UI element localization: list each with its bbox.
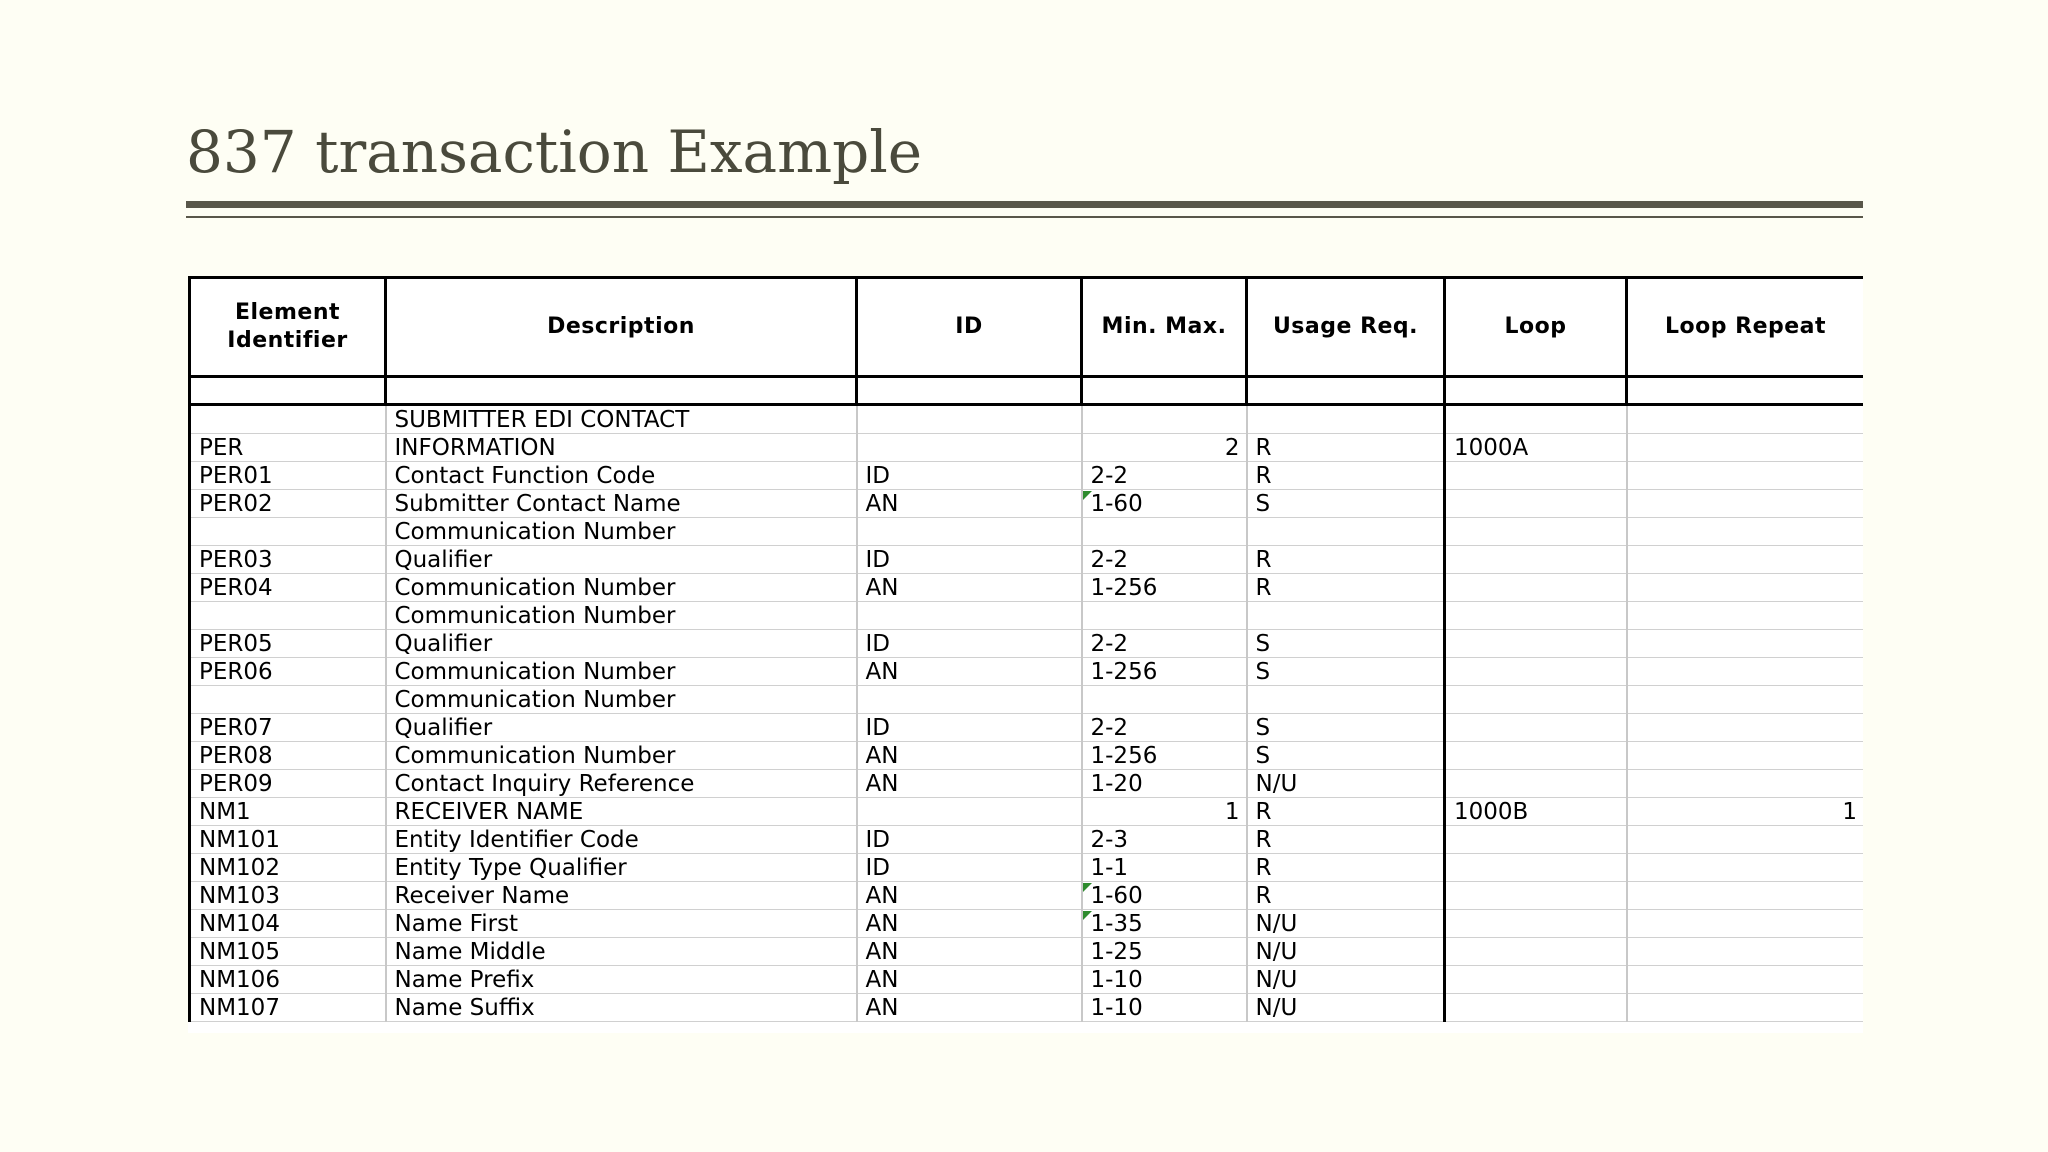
cell-text: AN: [865, 883, 899, 909]
cell-loop-repeat: [1627, 574, 1864, 602]
cell-min-max: [1082, 742, 1247, 770]
cell-usage-req: [1247, 405, 1445, 434]
cell-text: Entity Identifier Code: [394, 827, 639, 853]
cell-text: Contact Inquiry Reference: [394, 771, 695, 797]
cell-loop-repeat: [1627, 882, 1864, 910]
cell-text: AN: [865, 743, 899, 769]
cell-element-identifier: [190, 490, 386, 518]
cell-usage-req: [1247, 658, 1445, 686]
cell-text: N/U: [1255, 995, 1298, 1021]
cell-usage-req: [1247, 518, 1445, 546]
cell-text: Qualifier: [394, 547, 493, 573]
cell-loop-repeat: [1627, 994, 1864, 1022]
cell-text: AN: [865, 771, 899, 797]
cell-loop: [1445, 994, 1627, 1022]
cell-description: [386, 658, 857, 686]
header-usage-req: Usage Req.: [1247, 278, 1445, 377]
cell-id: [857, 686, 1082, 714]
cell-loop: [1445, 714, 1627, 742]
table-row: [190, 770, 1864, 798]
cell-usage-req: [1247, 630, 1445, 658]
cell-element-identifier: [190, 630, 386, 658]
cell-loop-repeat: [1627, 798, 1864, 826]
table-body: [190, 405, 1864, 1022]
cell-element-identifier: [190, 518, 386, 546]
cell-loop-repeat: [1627, 518, 1864, 546]
cell-loop-repeat: [1627, 714, 1864, 742]
cell-loop: [1445, 518, 1627, 546]
cell-description: [386, 742, 857, 770]
cell-id: [857, 546, 1082, 574]
cell-loop-repeat: [1627, 405, 1864, 434]
cell-loop: [1445, 742, 1627, 770]
cell-element-identifier: [190, 405, 386, 434]
cell-element-identifier: [190, 742, 386, 770]
cell-min-max: [1082, 770, 1247, 798]
cell-text: Entity Type Qualifier: [394, 855, 627, 881]
cell-loop-repeat: [1627, 966, 1864, 994]
cell-usage-req: [1247, 462, 1445, 490]
cell-text: 1-256: [1090, 743, 1158, 769]
cell-usage-req: [1247, 854, 1445, 882]
cell-description: [386, 826, 857, 854]
header-element-identifier: Element Identifier: [190, 278, 386, 377]
cell-id: [857, 742, 1082, 770]
cell-usage-req: [1247, 574, 1445, 602]
cell-min-max: [1082, 490, 1247, 518]
cell-loop: [1445, 854, 1627, 882]
cell-description: [386, 938, 857, 966]
cell-element-identifier: [190, 966, 386, 994]
cell-text: 1-60: [1090, 491, 1143, 517]
cell-min-max: [1082, 574, 1247, 602]
cell-usage-req: [1247, 602, 1445, 630]
cell-id: [857, 462, 1082, 490]
cell-element-identifier: [190, 770, 386, 798]
cell-id: [857, 798, 1082, 826]
cell-loop: [1445, 770, 1627, 798]
table-row: [190, 630, 1864, 658]
cell-loop-repeat: [1627, 462, 1864, 490]
cell-text: Name Suffix: [394, 995, 535, 1021]
cell-min-max: [1082, 910, 1247, 938]
cell-text: N/U: [1255, 771, 1298, 797]
table-row: [190, 546, 1864, 574]
cell-description: [386, 602, 857, 630]
cell-id: [857, 574, 1082, 602]
header-id: ID: [857, 278, 1082, 377]
cell-text: S: [1255, 491, 1271, 517]
cell-loop-repeat: [1627, 742, 1864, 770]
cell-text: NM105: [199, 939, 280, 965]
cell-text: NM104: [199, 911, 280, 937]
cell-text: Qualifier: [394, 715, 493, 741]
cell-text: Name Middle: [394, 939, 546, 965]
cell-text: R: [1255, 855, 1272, 881]
table-row: [190, 602, 1864, 630]
cell-loop-repeat: [1627, 826, 1864, 854]
cell-element-identifier: [190, 714, 386, 742]
cell-min-max: [1082, 462, 1247, 490]
cell-usage-req: [1247, 434, 1445, 462]
cell-description: [386, 518, 857, 546]
cell-text: 2-2: [1090, 715, 1129, 741]
cell-element-identifier: [190, 658, 386, 686]
cell-text: 2-3: [1090, 827, 1129, 853]
table-row: [190, 882, 1864, 910]
cell-text: Name Prefix: [394, 967, 535, 993]
cell-id: [857, 405, 1082, 434]
cell-description: [386, 910, 857, 938]
cell-text: 1-10: [1090, 967, 1143, 993]
table-row: [190, 798, 1864, 826]
cell-min-max: [1082, 798, 1247, 826]
header-description: Description: [386, 278, 857, 377]
cell-id: [857, 994, 1082, 1022]
cell-loop-repeat: [1627, 658, 1864, 686]
cell-usage-req: [1247, 994, 1445, 1022]
cell-description: [386, 686, 857, 714]
cell-loop-repeat: [1627, 602, 1864, 630]
table-row: [190, 994, 1864, 1022]
cell-text: PER06: [199, 659, 273, 685]
cell-text: NM106: [199, 967, 280, 993]
table-row: [190, 462, 1864, 490]
cell-usage-req: [1247, 826, 1445, 854]
cell-id: [857, 518, 1082, 546]
cell-loop: [1445, 434, 1627, 462]
cell-text: Communication Number: [394, 575, 676, 601]
table-row: [190, 938, 1864, 966]
table-row: [190, 686, 1864, 714]
cell-text: PER03: [199, 547, 273, 573]
cell-min-max: [1082, 826, 1247, 854]
cell-text: 2-2: [1090, 463, 1129, 489]
cell-text: ID: [865, 715, 890, 741]
cell-element-identifier: [190, 854, 386, 882]
cell-id: [857, 714, 1082, 742]
cell-text: PER02: [199, 491, 273, 517]
cell-text: N/U: [1255, 911, 1298, 937]
cell-description: [386, 994, 857, 1022]
cell-text: AN: [865, 995, 899, 1021]
header-row: [190, 278, 1864, 377]
cell-text: 1-35: [1090, 911, 1143, 937]
cell-element-identifier: [190, 994, 386, 1022]
cell-description: [386, 770, 857, 798]
cell-usage-req: [1247, 546, 1445, 574]
title-underline-thin: [186, 216, 1863, 218]
cell-text: Receiver Name: [394, 883, 570, 909]
cell-element-identifier: [190, 434, 386, 462]
cell-id: [857, 490, 1082, 518]
cell-description: [386, 854, 857, 882]
cell-id: [857, 826, 1082, 854]
cell-loop: [1445, 546, 1627, 574]
cell-text: N/U: [1255, 967, 1298, 993]
cell-text: N/U: [1255, 939, 1298, 965]
table-row: [190, 854, 1864, 882]
cell-text: Submitter Contact Name: [394, 491, 681, 517]
cell-element-identifier: [190, 602, 386, 630]
cell-loop: [1445, 798, 1627, 826]
cell-usage-req: [1247, 938, 1445, 966]
cell-text: AN: [865, 967, 899, 993]
cell-text: 1-256: [1090, 575, 1158, 601]
cell-min-max: [1082, 405, 1247, 434]
cell-id: [857, 630, 1082, 658]
cell-element-identifier: [190, 546, 386, 574]
cell-text: 1-25: [1090, 939, 1143, 965]
cell-usage-req: [1247, 490, 1445, 518]
cell-id: [857, 602, 1082, 630]
cell-usage-req: [1247, 686, 1445, 714]
cell-loop-repeat: [1627, 686, 1864, 714]
cell-text: S: [1255, 743, 1271, 769]
cell-text: Communication Number: [394, 743, 676, 769]
cell-text: NM102: [199, 855, 280, 881]
cell-text: NM1: [199, 799, 251, 825]
cell-description: [386, 882, 857, 910]
cell-text: R: [1255, 883, 1272, 909]
table-row: [190, 826, 1864, 854]
cell-text: 1-10: [1090, 995, 1143, 1021]
cell-text: 2-2: [1090, 631, 1129, 657]
cell-text: RECEIVER NAME: [394, 799, 584, 825]
cell-usage-req: [1247, 966, 1445, 994]
cell-text: NM107: [199, 995, 280, 1021]
cell-text: 2: [1224, 435, 1240, 461]
table-row: [190, 574, 1864, 602]
table-row: [190, 434, 1864, 462]
cell-text: S: [1255, 631, 1271, 657]
blank-separator-row: [190, 377, 1864, 405]
cell-description: [386, 574, 857, 602]
cell-min-max: [1082, 966, 1247, 994]
cell-min-max: [1082, 882, 1247, 910]
cell-description: [386, 462, 857, 490]
table-row: [190, 658, 1864, 686]
cell-text: ID: [865, 547, 890, 573]
cell-id: [857, 882, 1082, 910]
cell-description: [386, 434, 857, 462]
cell-loop-repeat: [1627, 630, 1864, 658]
cell-loop-repeat: [1627, 490, 1864, 518]
cell-element-identifier: [190, 462, 386, 490]
cell-text: ID: [865, 631, 890, 657]
cell-usage-req: [1247, 770, 1445, 798]
cell-loop: [1445, 462, 1627, 490]
cell-element-identifier: [190, 798, 386, 826]
table-row: [190, 490, 1864, 518]
cell-text: AN: [865, 491, 899, 517]
cell-id: [857, 910, 1082, 938]
cell-element-identifier: [190, 938, 386, 966]
cell-loop: [1445, 826, 1627, 854]
table-row: [190, 405, 1864, 434]
cell-text: 1000B: [1454, 799, 1529, 825]
cell-text: NM101: [199, 827, 280, 853]
cell-loop-repeat: [1627, 854, 1864, 882]
cell-min-max: [1082, 602, 1247, 630]
cell-min-max: [1082, 686, 1247, 714]
cell-id: [857, 854, 1082, 882]
slide-title: 837 transaction Example: [186, 118, 923, 186]
cell-usage-req: [1247, 882, 1445, 910]
cell-description: [386, 798, 857, 826]
header-loop: Loop: [1445, 278, 1627, 377]
cell-text: NM103: [199, 883, 280, 909]
cell-text: PER: [199, 435, 244, 461]
header-min-max: Min. Max.: [1082, 278, 1247, 377]
title-underline-thick: [186, 201, 1863, 208]
cell-text: Communication Number: [394, 659, 676, 685]
table-row: [190, 966, 1864, 994]
cell-id: [857, 966, 1082, 994]
cell-min-max: [1082, 658, 1247, 686]
cell-loop-repeat: [1627, 910, 1864, 938]
cell-id: [857, 938, 1082, 966]
table-row: [190, 518, 1864, 546]
cell-text: 1-60: [1090, 883, 1143, 909]
cell-loop: [1445, 490, 1627, 518]
cell-text: SUBMITTER EDI CONTACT: [394, 407, 690, 433]
table-row: [190, 742, 1864, 770]
cell-loop: [1445, 658, 1627, 686]
cell-text: PER05: [199, 631, 273, 657]
cell-text: R: [1255, 435, 1272, 461]
cell-min-max: [1082, 938, 1247, 966]
cell-text: PER04: [199, 575, 273, 601]
cell-text: S: [1255, 659, 1271, 685]
header-loop-repeat: Loop Repeat: [1627, 278, 1864, 377]
cell-description: [386, 630, 857, 658]
cell-min-max: [1082, 518, 1247, 546]
cell-text: Communication Number: [394, 519, 676, 545]
cell-description: [386, 405, 857, 434]
cell-usage-req: [1247, 714, 1445, 742]
cell-element-identifier: [190, 882, 386, 910]
cell-text: Name First: [394, 911, 519, 937]
cell-text: 1-256: [1090, 659, 1158, 685]
cell-text: AN: [865, 939, 899, 965]
cell-text: Communication Number: [394, 603, 676, 629]
cell-loop: [1445, 602, 1627, 630]
cell-text: Contact Function Code: [394, 463, 656, 489]
cell-text: R: [1255, 463, 1272, 489]
cell-min-max: [1082, 630, 1247, 658]
cell-loop: [1445, 630, 1627, 658]
cell-text: 1000A: [1454, 435, 1529, 461]
cell-loop-repeat: [1627, 546, 1864, 574]
cell-loop: [1445, 966, 1627, 994]
cell-min-max: [1082, 994, 1247, 1022]
cell-text: ID: [865, 463, 890, 489]
cell-text: ID: [865, 855, 890, 881]
cell-text: INFORMATION: [394, 435, 556, 461]
cell-element-identifier: [190, 826, 386, 854]
cell-text: ID: [865, 827, 890, 853]
cell-loop: [1445, 882, 1627, 910]
edi-element-table: [188, 276, 1863, 1022]
cell-description: [386, 546, 857, 574]
table-row: [190, 910, 1864, 938]
cell-text: PER09: [199, 771, 273, 797]
cell-text: PER01: [199, 463, 273, 489]
cell-text: AN: [865, 659, 899, 685]
cell-min-max: [1082, 714, 1247, 742]
cell-element-identifier: [190, 686, 386, 714]
cell-loop-repeat: [1627, 434, 1864, 462]
cell-loop: [1445, 574, 1627, 602]
cell-loop: [1445, 405, 1627, 434]
cell-description: [386, 966, 857, 994]
cell-loop-repeat: [1627, 770, 1864, 798]
cell-text: AN: [865, 911, 899, 937]
cell-element-identifier: [190, 910, 386, 938]
cell-min-max: [1082, 434, 1247, 462]
cell-usage-req: [1247, 742, 1445, 770]
cell-text: Qualifier: [394, 631, 493, 657]
cell-usage-req: [1247, 798, 1445, 826]
cell-text: 2-2: [1090, 547, 1129, 573]
cell-description: [386, 714, 857, 742]
cell-text: 1: [1224, 799, 1240, 825]
cell-id: [857, 434, 1082, 462]
cell-text: 1: [1842, 799, 1857, 825]
cell-element-identifier: [190, 574, 386, 602]
cell-text: 1-20: [1090, 771, 1143, 797]
cell-text: Communication Number: [394, 687, 676, 713]
cell-text: R: [1255, 799, 1272, 825]
cell-id: [857, 658, 1082, 686]
cell-loop: [1445, 910, 1627, 938]
cell-text: 1-1: [1090, 855, 1129, 881]
cell-text: R: [1255, 827, 1272, 853]
cell-loop: [1445, 938, 1627, 966]
cell-text: R: [1255, 547, 1272, 573]
cell-usage-req: [1247, 910, 1445, 938]
cell-description: [386, 490, 857, 518]
cell-text: PER08: [199, 743, 273, 769]
spreadsheet-table-container: [188, 276, 1863, 1033]
table-row: [190, 714, 1864, 742]
cell-text: R: [1255, 575, 1272, 601]
cell-text: S: [1255, 715, 1271, 741]
cell-loop-repeat: [1627, 938, 1864, 966]
cell-min-max: [1082, 546, 1247, 574]
cell-loop: [1445, 686, 1627, 714]
cell-text: AN: [865, 575, 899, 601]
cell-text: PER07: [199, 715, 273, 741]
cell-min-max: [1082, 854, 1247, 882]
cell-id: [857, 770, 1082, 798]
